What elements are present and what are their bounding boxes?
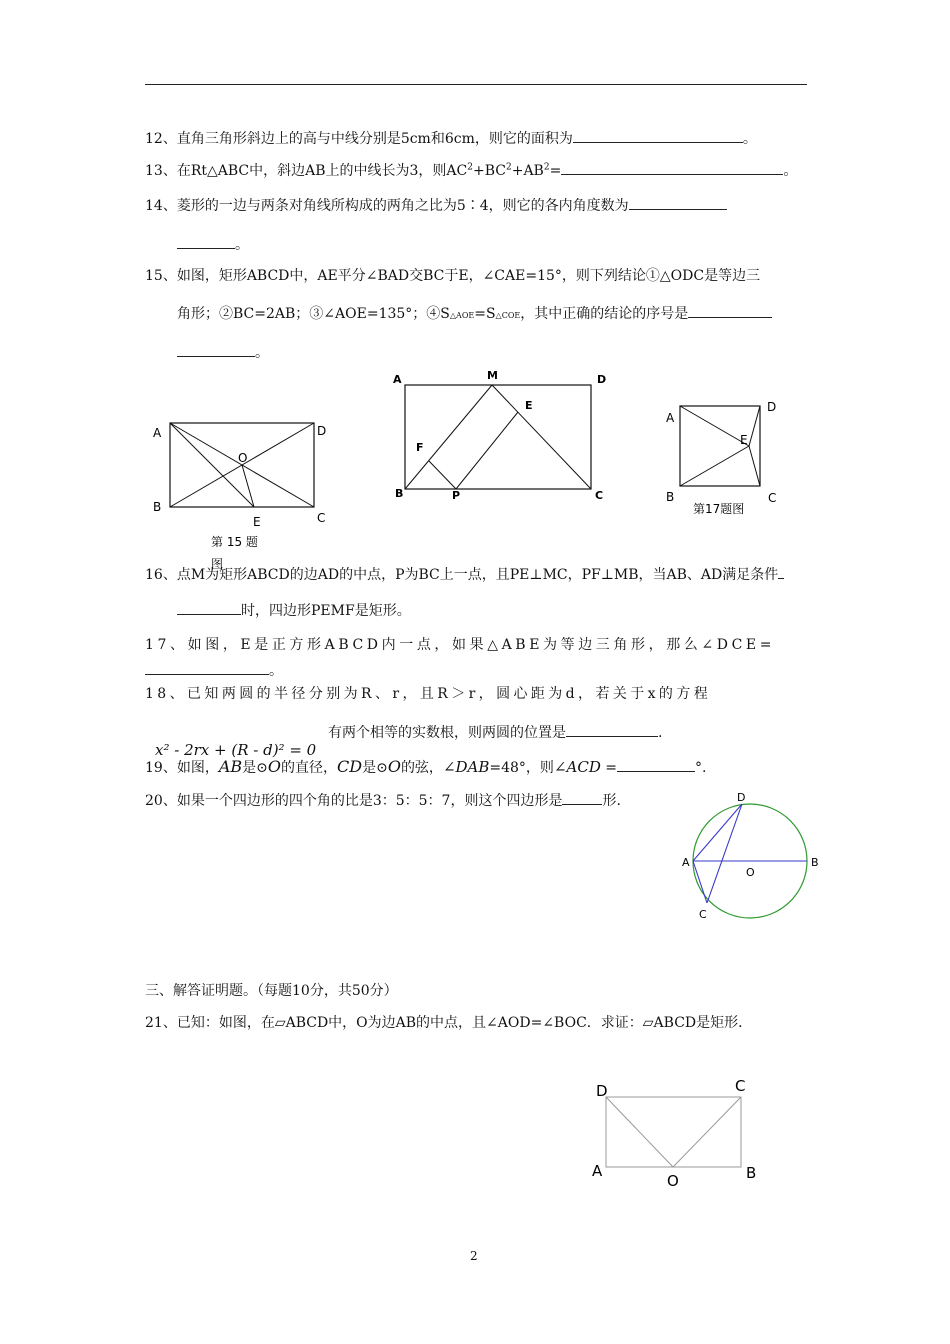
answer-blank-20[interactable] [562, 790, 602, 805]
answer-blank-15b[interactable] [177, 342, 255, 357]
question-15-line3: 。 [177, 342, 269, 363]
answer-blank-13[interactable] [561, 160, 783, 175]
fig19-label-a: A [682, 856, 690, 869]
answer-blank-15a[interactable] [688, 303, 772, 318]
fig15-label-b: B [153, 500, 162, 514]
question-18-line2: 有两个相等的实数根，则两圆的位置是 . [328, 722, 662, 743]
q18-equation: x² - 2rx + (R - d)² = 0 [155, 741, 317, 759]
fig16-segment-pf [429, 461, 456, 489]
fig17-square [680, 406, 760, 486]
fig15-caption: 第 15 题 [211, 535, 258, 549]
fig15-label-d: D [317, 424, 327, 438]
question-19: 19、如图，AB是⊙O的直径，CD是⊙O的弦，∠DAB=48°，则∠ACD = °. [145, 757, 707, 776]
answer-blank-18[interactable] [566, 722, 658, 737]
fig21-label-b: B [746, 1164, 757, 1182]
answer-blank-14a[interactable] [629, 195, 727, 210]
fig19-label-o: O [746, 866, 755, 879]
fig15-label-e: E [253, 515, 261, 529]
fig16-label-d: D [597, 373, 607, 386]
question-16-line1: 16、点M为矩形ABCD的边AD的中点，P为BC上一点，且PE⊥MC，PF⊥MB，当AB、AD满足条件 [145, 564, 784, 585]
figure-16 [385, 365, 615, 505]
fig21-label-a: A [592, 1162, 603, 1180]
figure-17 [660, 395, 810, 520]
header-rule [145, 84, 807, 85]
answer-blank-14b[interactable] [177, 234, 235, 249]
fig17-label-e: E [740, 433, 748, 447]
question-15-line2: 角形；②BC=2AB；③∠AOE=135°；④S△AOE=S△COE，其中正确的结论的序号是 [177, 303, 772, 326]
fig21-label-d: D [596, 1082, 608, 1100]
fig17-segment-ae [680, 406, 749, 446]
fig15-label-o: O [238, 451, 248, 465]
question-15-line1: 15、如图，矩形ABCD中，AE平分∠BAD交BC于E，∠CAE=15°，则下列结论①△ODC是等边三 [145, 268, 761, 284]
fig21-label-c: C [735, 1077, 746, 1095]
fig21-segment-co [673, 1097, 741, 1167]
answer-blank-16b[interactable] [177, 600, 241, 615]
fig15-label-a: A [153, 426, 162, 440]
fig17-label-d: D [767, 400, 777, 414]
question-12: 12、直角三角形斜边上的高与中线分别是5cm和6cm，则它的面积为 。 [145, 128, 757, 149]
fig17-segment-be [680, 446, 749, 486]
fig21-label-o: O [667, 1172, 679, 1190]
fig21-segment-do [606, 1097, 673, 1167]
page-number: 2 [470, 1249, 478, 1263]
fig15-label-c: C [317, 511, 326, 525]
fig19-label-b: B [811, 856, 819, 869]
fig19-label-d: D [737, 791, 746, 804]
question-14-cont: 。 [177, 234, 249, 255]
answer-blank-19[interactable] [617, 757, 695, 772]
question-21: 21、已知：如图，在▱ABCD中，O为边AB的中点，且∠AOD=∠BOC．求证：▱ABCD是矩形． [145, 1015, 753, 1031]
figure-19 [680, 790, 820, 925]
figure-21 [585, 1075, 765, 1195]
question-16-line2: 时，四边形PEMF是矩形。 [177, 600, 411, 621]
fig19-label-c: C [699, 908, 707, 921]
fig16-label-f: F [416, 441, 424, 454]
fig17-label-a: A [666, 411, 675, 425]
question-17: 17、如图，E是正方形ABCD内一点，如果△ABE为等边三角形，那么∠DCE= [145, 637, 776, 653]
question-20: 20、如果一个四边形的四个角的比是3：5：5：7，则这个四边形是 形. [145, 790, 621, 811]
fig16-label-e: E [525, 399, 533, 412]
fig16-label-b: B [395, 487, 404, 500]
fig16-label-a: A [393, 373, 402, 386]
fig16-label-c: C [595, 489, 604, 502]
question-17-cont: 。 [145, 660, 283, 681]
fig21-rect [606, 1097, 741, 1167]
fig17-caption: 第17题图 [693, 502, 745, 516]
fig16-segment-pe [456, 412, 518, 489]
answer-blank-12[interactable] [573, 128, 743, 143]
question-18-line1: 18、已知两圆的半径分别为R、r，且R＞r，圆心距为d，若关于x的方程 [145, 686, 712, 702]
section-3-title: 三、解答证明题。（每题10分，共50分） [145, 983, 398, 999]
fig16-label-p: P [452, 489, 461, 502]
fig17-label-b: B [666, 490, 675, 504]
answer-blank-16a[interactable] [778, 564, 784, 579]
fig17-segment-ed [749, 406, 760, 446]
answer-blank-17[interactable] [145, 660, 269, 675]
question-13: 13、在Rt△ABC中，斜边AB上的中线长为3，则$AC^2+BC^2+AB^2=$ 。 [145, 160, 797, 181]
fig17-label-c: C [768, 491, 777, 505]
fig16-segment-mb [405, 385, 492, 489]
fig15-caption-2: 图 [211, 557, 224, 571]
fig16-segment-mc [492, 385, 591, 489]
question-14: 14、菱形的一边与两条对角线所构成的两角之比为5∶4，则它的各内角度数为 [145, 195, 727, 216]
figure-15 [145, 415, 345, 550]
fig17-segment-ec [749, 446, 760, 486]
fig16-label-m: M [487, 369, 498, 382]
fig19-chord-ac [693, 861, 707, 903]
